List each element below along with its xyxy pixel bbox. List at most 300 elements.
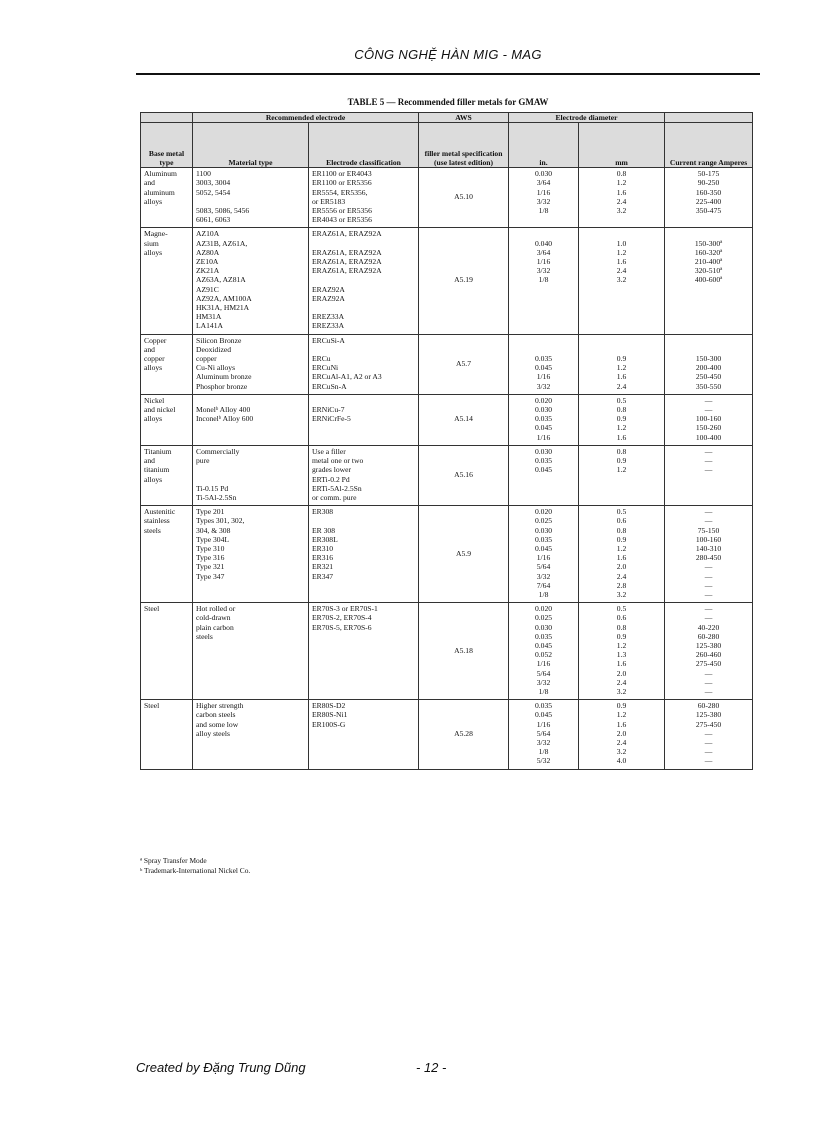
- current-range-line: 320-510ª: [694, 266, 723, 276]
- electrode-classification-cell: [309, 394, 419, 445]
- electrode-classification-line: ER1100 or ER4043: [312, 169, 372, 179]
- diameter-in-line: 3/64: [536, 247, 551, 257]
- material-type-line: Ti-5Al-2.5Sn: [196, 492, 237, 502]
- base-metal-line: alloys: [144, 414, 163, 424]
- diameter-mm-line: 1.2: [616, 465, 627, 475]
- electrode-classification-line: Use a filler: [312, 446, 346, 456]
- diameter-in-line: 0.045: [534, 363, 553, 373]
- diameter-in-line: 0.052: [534, 650, 553, 660]
- current-range-line: 100-160: [695, 414, 722, 424]
- electrode-classification-line: ERCuSi-A: [312, 335, 345, 345]
- current-range-line: 275-450: [695, 659, 722, 669]
- base-metal-line: stainless: [144, 516, 170, 526]
- base-metal-line: Steel: [144, 604, 160, 614]
- electrode-classification-line: ERCuAl-A1, A2 or A3: [312, 372, 382, 382]
- footer-author: Created by Đặng Trung Dũng: [136, 1060, 306, 1075]
- electrode-classification-line: grades lower: [312, 465, 352, 475]
- material-type-cell: [193, 445, 309, 505]
- diameter-mm-line: [582, 336, 661, 345]
- material-type-line: AZ92A, AM100A: [196, 293, 252, 303]
- material-type-line: AZ31B, AZ61A,: [196, 238, 248, 248]
- current-range-line: —: [704, 686, 713, 696]
- current-range-line: 225-400: [695, 196, 722, 206]
- diameter-mm-line: 2.4: [616, 571, 627, 581]
- current-range-line: 50-175: [697, 169, 720, 179]
- current-range-line: —: [704, 465, 713, 475]
- diameter-mm-line: 2.4: [616, 196, 627, 206]
- base-metal-line: alloys: [144, 474, 163, 484]
- material-type-cell: [193, 394, 309, 445]
- material-type-line: 6061, 6063: [196, 215, 231, 225]
- header-divider: [136, 73, 760, 75]
- diameter-mm-line: 1.6: [616, 659, 627, 669]
- diameter-mm-line: [582, 229, 661, 238]
- header-current-range: Current range Amperes: [665, 123, 753, 168]
- base-metal-line: steels: [144, 525, 161, 535]
- diameter-in-line: [512, 336, 575, 345]
- diameter-in-line: 1/16: [536, 659, 551, 669]
- diameter-mm-line: 0.9: [616, 631, 627, 641]
- material-type-cell: [193, 603, 309, 700]
- diameter-in-cell: [509, 394, 579, 445]
- electrode-classification-line: ER70S-3 or ER70S-1: [312, 604, 378, 614]
- diameter-in-line: 1/8: [538, 686, 549, 696]
- electrode-classification-line: [312, 516, 415, 525]
- current-range-line: [668, 229, 749, 238]
- material-type-line: 3003, 3004: [196, 178, 231, 188]
- electrode-classification-line: ERNiCu-7: [312, 405, 345, 415]
- electrode-classification-line: ERAZ61A, ERAZ92A: [312, 257, 382, 267]
- diameter-mm-cell: [579, 445, 665, 505]
- current-range-line: 160-350: [695, 187, 722, 197]
- base-metal-line: Austenitic: [144, 507, 176, 517]
- base-metal-line: alloys: [144, 196, 163, 206]
- current-range-line: —: [704, 756, 713, 766]
- current-range-line: —: [704, 446, 713, 456]
- current-range-line: —: [704, 677, 713, 687]
- diameter-in-line: 3/32: [536, 266, 551, 276]
- material-type-line: Type 304L: [196, 534, 229, 544]
- electrode-classification-line: EREZ33A: [312, 312, 345, 322]
- material-type-line: 304, & 308: [196, 525, 231, 535]
- material-type-line: Type 201: [196, 507, 225, 517]
- diameter-mm-line: 0.8: [616, 405, 627, 415]
- current-range-line: 60-280: [697, 701, 720, 711]
- diameter-mm-line: [582, 345, 661, 354]
- diameter-in-line: 1/16: [536, 257, 551, 267]
- diameter-in-cell: [509, 228, 579, 334]
- diameter-mm-line: 1.2: [616, 423, 627, 433]
- base-metal-cell: [141, 603, 193, 700]
- base-metal-line: Magne-: [144, 229, 168, 239]
- diameter-mm-line: 0.6: [616, 516, 627, 526]
- material-type-line: Types 301, 302,: [196, 516, 245, 526]
- current-range-line: 260-460: [695, 650, 722, 660]
- material-type-line: Commercially: [196, 446, 240, 456]
- electrode-classification-line: ERCu: [312, 354, 331, 364]
- current-range-line: 280-450: [695, 553, 722, 563]
- diameter-mm-line: 3.2: [616, 747, 627, 757]
- material-type-cell: [193, 228, 309, 334]
- electrode-classification-line: ERAZ61A, ERAZ92A: [312, 266, 382, 276]
- material-type-line: Hot rolled or: [196, 604, 236, 614]
- base-metal-line: and nickel: [144, 405, 176, 415]
- diameter-mm-line: 1.6: [616, 372, 627, 382]
- current-range-line: —: [704, 516, 713, 526]
- base-metal-cell: [141, 168, 193, 228]
- electrode-classification-line: ERCuNi: [312, 363, 339, 373]
- diameter-mm-line: 1.0: [616, 238, 627, 248]
- diameter-in-line: 3/32: [536, 381, 551, 391]
- diameter-in-cell: [509, 334, 579, 394]
- base-metal-cell: [141, 228, 193, 334]
- current-range-cell: [665, 334, 753, 394]
- base-metal-line: Copper: [144, 335, 167, 345]
- current-range-line: 40-220: [697, 622, 720, 632]
- electrode-classification-line: ER5556 or ER5356: [312, 206, 372, 216]
- current-range-line: 60-280: [697, 631, 720, 641]
- diameter-in-line: [512, 229, 575, 238]
- footnote-b: ᵇ Trademark-International Nickel Co.: [140, 866, 251, 875]
- diameter-mm-cell: [579, 168, 665, 228]
- material-type-line: Aluminum bronze: [196, 372, 252, 382]
- diameter-mm-line: 1.2: [616, 178, 627, 188]
- diameter-mm-line: 1.6: [616, 432, 627, 442]
- electrode-classification-line: ERNiCrFe-5: [312, 414, 351, 424]
- diameter-in-line: 1/8: [538, 206, 549, 216]
- diameter-mm-line: 3.2: [616, 275, 627, 285]
- aws-spec-cell: A5.18: [419, 603, 509, 700]
- page-header-title: CÔNG NGHỆ HÀN MIG - MAG: [354, 47, 542, 62]
- diameter-mm-line: 0.9: [616, 354, 627, 364]
- diameter-in-cell: [509, 168, 579, 228]
- electrode-classification-line: ER80S-Ni1: [312, 710, 348, 720]
- diameter-mm-line: 0.9: [616, 414, 627, 424]
- aws-spec-cell: A5.16: [419, 445, 509, 505]
- diameter-mm-cell: [579, 603, 665, 700]
- current-range-line: 350-475: [695, 206, 722, 216]
- aws-spec-cell: A5.28: [419, 700, 509, 769]
- diameter-mm-line: 2.0: [616, 728, 627, 738]
- current-range-cell: [665, 228, 753, 334]
- diameter-mm-line: 1.2: [616, 363, 627, 373]
- base-metal-line: Aluminum: [144, 169, 177, 179]
- material-type-line: HM31A: [196, 312, 222, 322]
- base-metal-line: and: [144, 178, 155, 188]
- current-range-line: 250-450: [695, 372, 722, 382]
- base-metal-line: aluminum: [144, 187, 175, 197]
- diameter-mm-line: 0.8: [616, 622, 627, 632]
- diameter-mm-line: 2.0: [616, 562, 627, 572]
- electrode-classification-line: ER316: [312, 553, 334, 563]
- diameter-mm-cell: [579, 506, 665, 603]
- diameter-mm-cell: [579, 334, 665, 394]
- current-range-line: —: [704, 571, 713, 581]
- base-metal-line: alloys: [144, 247, 163, 257]
- material-type-cell: [193, 334, 309, 394]
- base-metal-cell: [141, 445, 193, 505]
- current-range-cell: [665, 700, 753, 769]
- diameter-in-line: 0.025: [534, 516, 553, 526]
- current-range-cell: [665, 603, 753, 700]
- electrode-classification-line: ER1100 or ER5356: [312, 178, 372, 188]
- current-range-line: —: [704, 747, 713, 757]
- material-type-line: 1100: [196, 169, 211, 179]
- current-range-line: —: [704, 613, 713, 623]
- current-range-line: [668, 345, 749, 354]
- diameter-in-line: 3/32: [536, 677, 551, 687]
- current-range-cell: [665, 445, 753, 505]
- base-metal-line: copper: [144, 354, 165, 364]
- table-row: [141, 603, 753, 700]
- aws-spec-cell: A5.7: [419, 334, 509, 394]
- base-metal-line: Nickel: [144, 395, 165, 405]
- electrode-classification-line: metal one or two: [312, 456, 364, 466]
- electrode-classification-cell: [309, 445, 419, 505]
- diameter-in-line: 0.035: [534, 354, 553, 364]
- filler-metals-table: [140, 112, 753, 770]
- material-type-line: and some low: [196, 719, 239, 729]
- diameter-mm-line: 1.6: [616, 257, 627, 267]
- material-type-line: Cu-Ni alloys: [196, 363, 236, 373]
- page-number: - 12 -: [416, 1060, 447, 1075]
- electrode-classification-line: [312, 239, 415, 248]
- diameter-mm-line: 3.2: [616, 686, 627, 696]
- diameter-in-line: 0.020: [534, 395, 553, 405]
- material-type-line: Phosphor bronze: [196, 381, 248, 391]
- base-metal-cell: [141, 506, 193, 603]
- table-row: [141, 228, 753, 334]
- diameter-in-line: 1/16: [536, 187, 551, 197]
- current-range-line: 90-250: [697, 178, 720, 188]
- material-type-line: cold-drawn: [196, 613, 231, 623]
- current-range-line: 75-150: [697, 525, 720, 535]
- header-base-blank: [141, 113, 193, 123]
- aws-spec-cell: A5.19: [419, 228, 509, 334]
- diameter-mm-line: 1.2: [616, 640, 627, 650]
- table-body: [141, 168, 753, 769]
- diameter-mm-line: 0.5: [616, 604, 627, 614]
- diameter-in-line: 5/64: [536, 728, 551, 738]
- material-type-line: 5052, 5454: [196, 187, 231, 197]
- base-metal-cell: [141, 700, 193, 769]
- table-row: [141, 700, 753, 769]
- header-aws-spec: filler metal specification (use latest edition): [419, 123, 509, 168]
- material-type-line: AZ80A: [196, 247, 220, 257]
- aws-spec-cell: A5.10: [419, 168, 509, 228]
- current-range-line: —: [704, 728, 713, 738]
- material-type-line: carbon steels: [196, 710, 236, 720]
- electrode-classification-cell: [309, 334, 419, 394]
- diameter-in-line: 0.035: [534, 456, 553, 466]
- diameter-in-line: 5/64: [536, 562, 551, 572]
- diameter-mm-line: 3.2: [616, 206, 627, 216]
- diameter-in-line: 1/16: [536, 553, 551, 563]
- material-type-line: alloy steels: [196, 728, 230, 738]
- header-aws: AWS: [419, 113, 509, 123]
- diameter-in-line: 0.020: [534, 604, 553, 614]
- electrode-classification-line: ER80S-D2: [312, 701, 346, 711]
- current-range-cell: [665, 394, 753, 445]
- diameter-in-line: 0.030: [534, 525, 553, 535]
- current-range-line: [668, 336, 749, 345]
- current-range-line: —: [704, 589, 713, 599]
- base-metal-line: titanium: [144, 465, 170, 475]
- material-type-line: 5083, 5086, 5456: [196, 206, 250, 215]
- table-caption: TABLE 5 — Recommended filler metals for GMAW: [347, 97, 549, 107]
- material-type-line: AZ91C: [196, 284, 219, 294]
- diameter-mm-line: 3.2: [616, 589, 627, 599]
- material-type-line: Inconelᵇ Alloy 600: [196, 414, 254, 424]
- electrode-classification-line: [312, 275, 415, 284]
- electrode-classification-line: ER70S-5, ER70S-6: [312, 622, 372, 632]
- material-type-line: Type 310: [196, 543, 225, 553]
- diameter-in-line: 1/8: [538, 275, 549, 285]
- diameter-in-line: 7/64: [536, 580, 551, 590]
- electrode-classification-line: EREZ33A: [312, 321, 345, 331]
- electrode-classification-cell: [309, 228, 419, 334]
- material-type-line: Type 316: [196, 553, 225, 563]
- table-header-row-sub: [141, 123, 753, 168]
- material-type-line: Silicon Bronze: [196, 335, 242, 345]
- diameter-in-line: 0.030: [534, 405, 553, 415]
- header-mm: mm: [579, 123, 665, 168]
- header-current-blank: [665, 113, 753, 123]
- electrode-classification-line: ER5554, ER5356,: [312, 187, 368, 197]
- electrode-classification-line: [312, 396, 415, 405]
- diameter-in-line: 1/16: [536, 719, 551, 729]
- electrode-classification-cell: [309, 506, 419, 603]
- diameter-mm-line: 0.8: [616, 525, 627, 535]
- diameter-in-cell: [509, 445, 579, 505]
- electrode-classification-line: ER100S-G: [312, 719, 346, 729]
- base-metal-line: alloys: [144, 363, 163, 373]
- diameter-mm-cell: [579, 700, 665, 769]
- material-type-line: Higher strength: [196, 701, 244, 711]
- diameter-in-line: 0.035: [534, 414, 553, 424]
- diameter-in-line: 0.045: [534, 423, 553, 433]
- electrode-classification-line: [312, 345, 415, 354]
- diameter-mm-line: 0.9: [616, 701, 627, 711]
- diameter-mm-line: 1.2: [616, 710, 627, 720]
- electrode-classification-cell: [309, 168, 419, 228]
- current-range-line: 160-320ª: [694, 247, 723, 257]
- diameter-in-line: 1/8: [538, 747, 549, 757]
- diameter-mm-line: 2.4: [616, 381, 627, 391]
- current-range-line: 200-400: [695, 363, 722, 373]
- header-base-metal-type: Base metal type: [141, 123, 193, 168]
- current-range-line: 100-400: [695, 432, 722, 442]
- current-range-line: 150-300: [695, 354, 722, 364]
- current-range-line: —: [704, 737, 713, 747]
- material-type-line: pure: [196, 456, 210, 466]
- electrode-classification-line: ERTi-5Al-2.5Sn: [312, 483, 362, 493]
- material-type-line: Type 347: [196, 571, 225, 581]
- material-type-line: AZ63A, AZ81A: [196, 275, 246, 285]
- diameter-in-line: 5/64: [536, 668, 551, 678]
- material-type-line: [196, 474, 305, 483]
- material-type-line: Ti-0.15 Pd: [196, 483, 229, 493]
- material-type-line: LA141A: [196, 321, 223, 331]
- material-type-line: steels: [196, 631, 213, 641]
- aws-spec-cell: A5.14: [419, 394, 509, 445]
- electrode-classification-cell: [309, 700, 419, 769]
- diameter-in-line: 0.045: [534, 465, 553, 475]
- diameter-in-line: 0.020: [534, 507, 553, 517]
- electrode-classification-line: ERAZ92A: [312, 284, 345, 294]
- material-type-line: ZE10A: [196, 257, 219, 267]
- current-range-line: 400-600ª: [694, 275, 723, 285]
- diameter-mm-cell: [579, 394, 665, 445]
- table-header-row-top: [141, 113, 753, 123]
- diameter-mm-line: 1.6: [616, 187, 627, 197]
- base-metal-line: and: [144, 456, 155, 466]
- base-metal-line: Titanium: [144, 446, 172, 456]
- diameter-mm-line: 1.2: [616, 543, 627, 553]
- material-type-line: [196, 396, 305, 405]
- diameter-in-line: 3/64: [536, 178, 551, 188]
- diameter-in-line: 0.030: [534, 622, 553, 632]
- material-type-cell: [193, 168, 309, 228]
- electrode-classification-line: ERAZ61A, ERAZ92A: [312, 229, 382, 239]
- current-range-line: 100-160: [695, 534, 722, 544]
- diameter-in-line: 0.045: [534, 640, 553, 650]
- diameter-in-line: 1/16: [536, 432, 551, 442]
- diameter-mm-line: 2.4: [616, 737, 627, 747]
- current-range-line: 210-400ª: [694, 257, 723, 267]
- diameter-mm-line: 0.8: [616, 446, 627, 456]
- diameter-in-line: 0.035: [534, 631, 553, 641]
- current-range-line: 125-380: [695, 710, 722, 720]
- material-type-line: HK31A, HM21A: [196, 303, 250, 313]
- electrode-classification-line: ER347: [312, 571, 334, 581]
- footnotes: [140, 856, 250, 876]
- diameter-in-cell: [509, 700, 579, 769]
- base-metal-cell: [141, 334, 193, 394]
- header-electrode-classification: Electrode classification: [309, 123, 419, 168]
- electrode-classification-line: ERAZ92A: [312, 293, 345, 303]
- current-range-cell: [665, 168, 753, 228]
- material-type-line: [196, 197, 305, 206]
- material-type-line: [196, 465, 305, 474]
- material-type-line: copper: [196, 354, 217, 364]
- current-range-line: —: [704, 604, 713, 614]
- diameter-in-line: 3/32: [536, 196, 551, 206]
- current-range-line: —: [704, 580, 713, 590]
- footnote-a: ª Spray Transfer Mode: [140, 856, 207, 865]
- current-range-line: —: [704, 668, 713, 678]
- current-range-cell: [665, 506, 753, 603]
- material-type-line: Monelᵇ Alloy 400: [196, 405, 251, 415]
- material-type-line: AZ10A: [196, 229, 220, 239]
- diameter-in-line: [512, 345, 575, 354]
- base-metal-line: Steel: [144, 701, 160, 711]
- diameter-mm-line: 0.5: [616, 395, 627, 405]
- base-metal-cell: [141, 394, 193, 445]
- electrode-classification-line: ER310: [312, 543, 334, 553]
- filler-metals-table-container: [140, 112, 752, 770]
- diameter-in-line: 3/32: [536, 737, 551, 747]
- diameter-in-line: 0.045: [534, 710, 553, 720]
- diameter-mm-line: 0.8: [616, 169, 627, 179]
- diameter-mm-line: 2.0: [616, 668, 627, 678]
- diameter-in-line: 0.040: [534, 238, 553, 248]
- material-type-cell: [193, 700, 309, 769]
- electrode-classification-line: ERAZ61A, ERAZ92A: [312, 247, 382, 257]
- diameter-in-line: 3/32: [536, 571, 551, 581]
- table-row: [141, 445, 753, 505]
- diameter-mm-line: 0.5: [616, 507, 627, 517]
